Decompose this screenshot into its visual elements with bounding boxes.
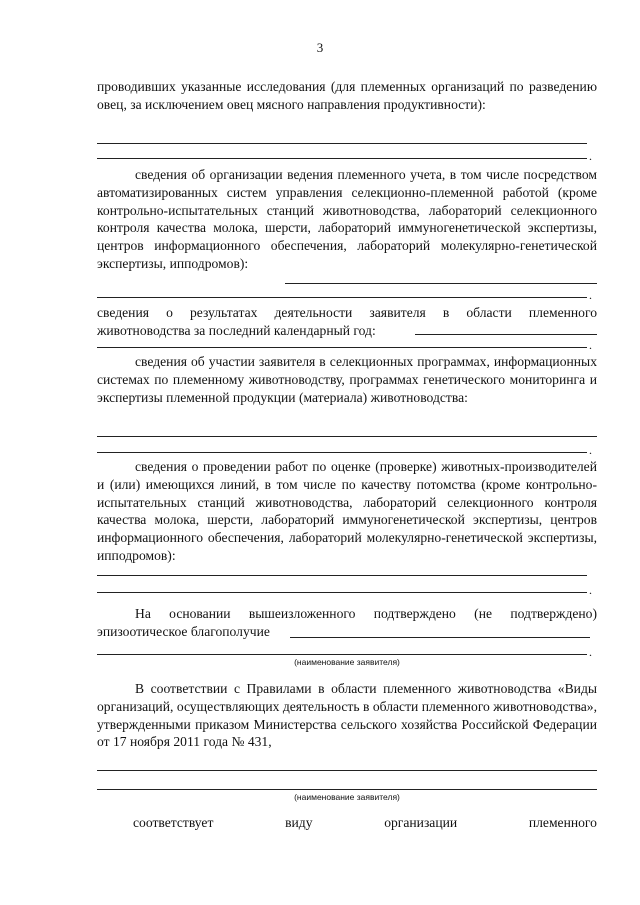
- caption-applicant-name: (наименование заявителя): [294, 792, 400, 802]
- closing-word: соответствует: [133, 815, 214, 830]
- fill-line: [97, 789, 597, 790]
- fill-line: [97, 143, 587, 144]
- closing-word: виду: [285, 815, 313, 830]
- closing-line: [133, 815, 597, 831]
- fill-line: [97, 770, 597, 771]
- line-end-mark: .: [589, 443, 592, 457]
- paragraph-epizootic: На основании вышеизложенного подтверждено (не подтверждено) эпизоотическое благополучие: [97, 606, 597, 639]
- fill-line: [415, 334, 597, 335]
- fill-line: [290, 637, 590, 638]
- fill-line: [97, 436, 597, 437]
- fill-line: [97, 452, 587, 453]
- paragraph-activity-results: сведения о результатах деятельности заявителя в области племенного животноводства за последний календарный год:: [97, 305, 597, 338]
- paragraph-evaluation: сведения о проведении работ по оценке (проверке) животных-производителей и (или) имеющихся линий, в том числе по качеству потомства (кроме контрольно-испытательных станций животноводства, лабораторий селекционного контроля качества молока, шерсти, лабораторий иммуногенетической экспертизы, центров информационного обеспечения, лабораторий молекулярно-генетической экспертизы, ипподромов):: [97, 459, 597, 563]
- closing-word: племенного: [528, 815, 597, 830]
- line-end-mark: .: [589, 288, 592, 302]
- fill-line: [97, 347, 587, 348]
- closing-word: организации: [384, 815, 458, 830]
- paragraph-participation: сведения об участии заявителя в селекционных программах, информационных системах по племенному животноводству, программах генетического мониторинга и экспертизы племенной продукции (материала) животноводства:: [97, 354, 597, 405]
- paragraph-research: проводивших указанные исследования (для племенных организаций по разведению овец, за исключением овец мясного направления продуктивности):: [97, 79, 597, 112]
- fill-line: [97, 297, 587, 298]
- page-number: 3: [316, 40, 324, 55]
- fill-line: [97, 158, 587, 159]
- paragraph-rules: В соответствии с Правилами в области племенного животноводства «Виды организаций, осуществляющих деятельность в области племенного животноводства», утвержденными приказом Министерства сельского хозяйства Российской Федерации от 17 ноября 2011 года № 431,: [97, 681, 597, 750]
- paragraph-breeding-accounting: сведения об организации ведения племенного учета, в том числе посредством автоматизированных систем управления селекционно-племенной работой (кроме контрольно-испытательных станций животноводства, лабораторий селекционного контроля качества молока, шерсти, лабораторий иммуногенетической экспертизы, центров информационного обеспечения, лабораторий молекулярно-генетической экспертизы, ипподромов):: [97, 167, 597, 271]
- line-end-mark: .: [589, 149, 592, 163]
- caption-applicant-name: (наименование заявителя): [294, 657, 400, 667]
- fill-line: [285, 283, 597, 284]
- line-end-mark: .: [589, 338, 592, 352]
- line-end-mark: .: [589, 645, 592, 659]
- fill-line: [97, 575, 587, 576]
- fill-line: [97, 654, 587, 655]
- line-end-mark: .: [589, 583, 592, 597]
- fill-line: [97, 592, 587, 593]
